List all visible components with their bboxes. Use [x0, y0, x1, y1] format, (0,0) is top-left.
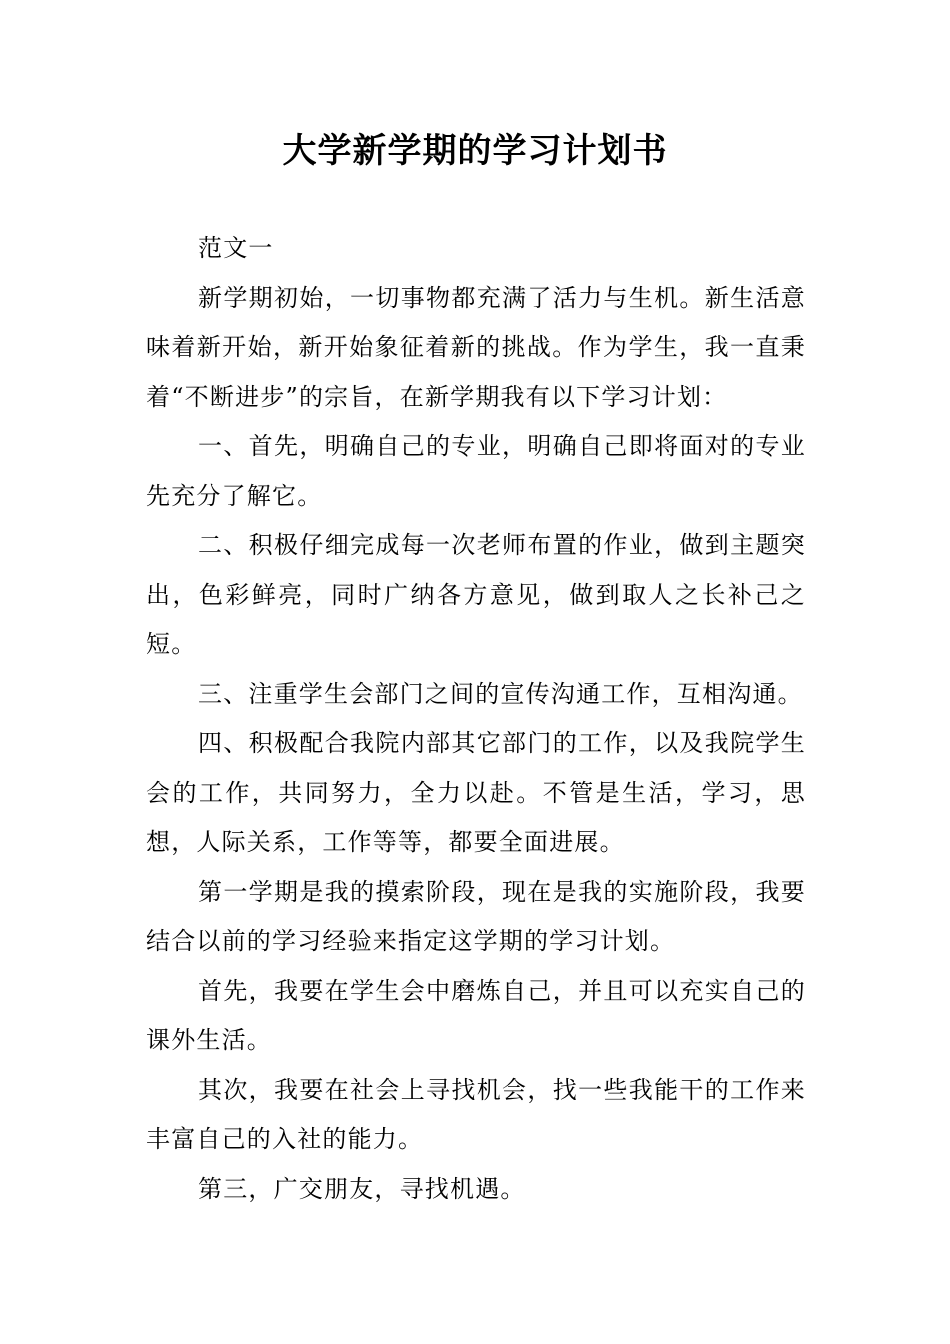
paragraph: 四、积极配合我院内部其它部门的工作，以及我院学生会的工作，共同努力，全力以赴。不管是生活，学习，思想，人际关系，工作等等，都要全面进展。 [146, 729, 806, 856]
document-body [146, 224, 806, 1214]
paragraph: 其次，我要在社会上寻找机会，找一些我能干的工作来丰富自己的入社的能力。 [146, 1075, 806, 1153]
paragraph: 范文一 [198, 234, 274, 262]
paragraph: 二、积极仔细完成每一次老师布置的作业，做到主题突出，色彩鲜亮，同时广纳各方意见，做到取人之长补己之短。 [146, 531, 806, 658]
paragraph: 首先，我要在学生会中磨炼自己，并且可以充实自己的课外生活。 [146, 976, 806, 1054]
paragraph: 第一学期是我的摸索阶段，现在是我的实施阶段，我要结合以前的学习经验来指定这学期的学习计划。 [146, 877, 806, 955]
paragraph: 三、注重学生会部门之间的宣传沟通工作，互相沟通。 [198, 679, 803, 708]
paragraph: 新学期初始，一切事物都充满了活力与生机。新生活意味着新开始，新开始象征着新的挑战。作为学生，我一直秉着“不断进步”的宗旨，在新学期我有以下学习计划： [146, 283, 806, 411]
document-title: 大学新学期的学习计划书 [282, 131, 668, 171]
paragraph: 第三，广交朋友，寻找机遇。 [198, 1174, 526, 1203]
paragraph: 一、首先，明确自己的专业，明确自己即将面对的专业先充分了解它。 [146, 432, 806, 510]
